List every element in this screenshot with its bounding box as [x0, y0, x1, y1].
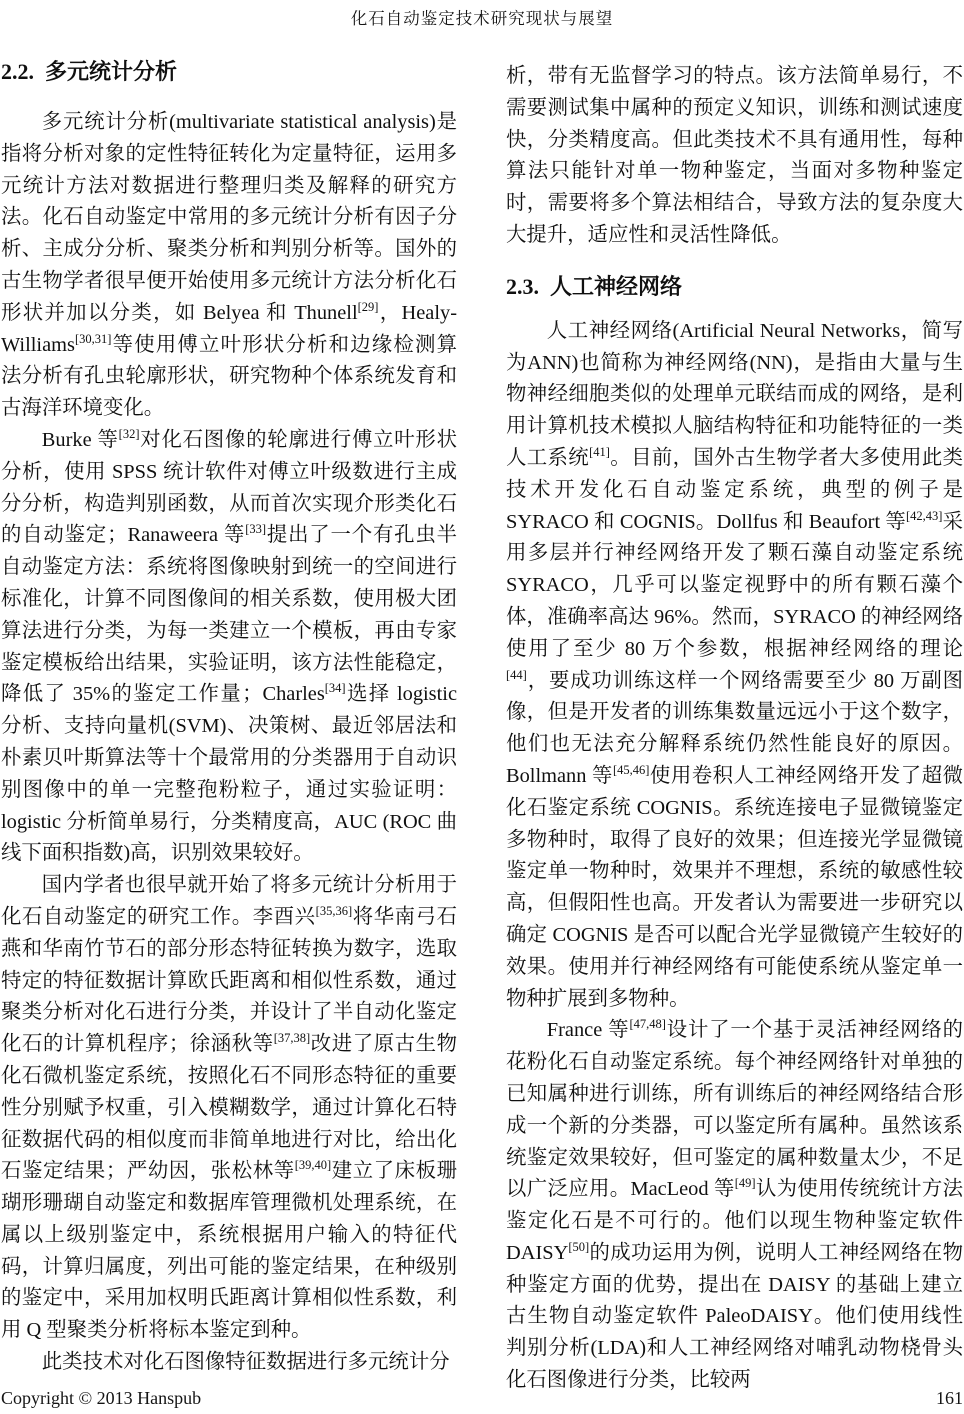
- paragraph: 国内学者也很早就开始了将多元统计分析用于化石自动鉴定的研究工作。李酉兴[35,36]将华南弓石燕和华南竹节石的部分形态特征转换为数字，选取特定的特征数据计算欧氏距离和相似性系数，通过聚类分析对化石进行分类，并设计了半自动化鉴定化石的计算机程序；徐涵秋等[37,38]改进了原古生物化石微机鉴定系统，按照化石不同形态特征的重要性分别赋予权重，引入模糊数学，通过计算化石特征数据代码的相似度而非简单地进行对比，给出化石鉴定结果；严幼因，张松林等[39,40]建立了床板珊瑚形珊瑚自动鉴定和数据库管理微机处理系统，在属以上级别鉴定中，系统根据用户输入的特征代码，计算归属度，列出可能的鉴定结果，在种级别的鉴定中，采用加权明氏距离计算相似性系数，利用 Q 型聚类分析将标本鉴定到种。: [1, 874, 458, 1342]
- citation-ref: [33]: [245, 522, 267, 537]
- left-column: [1, 57, 457, 1379]
- citation-ref: [41]: [589, 445, 610, 460]
- citation-ref: [42,43]: [905, 508, 943, 523]
- paragraph: France 等[47,48]设计了一个基于灵活神经网络的花粉化石自动鉴定系统。每个神经网络针对单独的已知属种进行训练，所有训练后的神经网络结合形成一个新的分类器，可以鉴定所有属种。虽然该系统鉴定效果较好，但可鉴定的属种数量太少，不足以广泛应用。MacLeod 等[49]认为使用传统统计方法鉴定化石是不可行的。他们以现生物种鉴定软件 DAISY[50]的成功运用为例，说明人工神经网络在物种鉴定方面的优势，提出在 DAISY 的基础上建立古生物自动鉴定软件 PaleoDAISY。他们使用线性判别分析(LDA)和人工神经网络对哺乳动物桡骨头化石图像进行分类，比较两: [506, 1017, 964, 1392]
- paragraph: Burke 等[32]对化石图像的轮廓进行傅立叶形状分析，使用 SPSS 统计软件对傅立叶级数进行主成分分析，构造判别函数，从而首次实现介形类化石的自动鉴定；Ranaweera 等[33]提出了一个有孔虫半自动鉴定方法：系统将图像映射到统一的空间进行标准化，计算不同图像间的相关系数，使用极大团算法进行分类，为每一类建立一个模板，再由专家鉴定模板给出结果，实验证明，该方法性能稳定，降低了 35%的鉴定工作量；Charles[34]选择 logistic 分析、支持向量机(SVM)、决策树、最近邻居法和朴素贝叶斯算法等十个最常用的分类器用于自动识别图像中的单一完整孢粉粒子，通过实验证明：logistic 分析简单易行，分类精度高，AUC (ROC 曲线下面积指数)高，识别效果较好。: [1, 427, 457, 865]
- citation-ref: [29]: [357, 299, 379, 314]
- citation-ref: [45,46]: [612, 763, 650, 778]
- citation-ref: [34]: [324, 681, 346, 696]
- citation-ref: [50]: [568, 1240, 590, 1255]
- section-title: 多元统计分析: [45, 59, 178, 84]
- section-title: 人工神经网络: [550, 273, 683, 299]
- section-heading: [1, 57, 457, 87]
- right-column: [506, 61, 963, 1397]
- copyright-notice: Copyright © 2013 Hanspub: [1, 1388, 202, 1408]
- page-number: 161: [936, 1388, 963, 1408]
- citation-ref: [35,36]: [315, 904, 353, 919]
- citation-ref: [49]: [734, 1176, 756, 1191]
- paragraph: 此类技术对化石图像特征数据进行多元统计分: [41, 1351, 450, 1374]
- paragraph: 多元统计分析(multivariate statistical analysis)是指将分析对象的定性特征转化为定量特征，运用多元统计方法对数据进行整理归类及解释的研究方法。化石自动鉴定中常用的多元统计分析有因子分析、主成分分析、聚类分析和判别分析等。国外的古生物学者很早便开始使用多元统计方法分析化石形状并加以分类，如 Belyea 和 Thunell[29]，Healy-Williams[30,31]等使用傅立叶形状分析和边缘检测算法分析有孔虫轮廓形状，研究物种个体系统发育和古海洋环境变化。: [1, 111, 457, 420]
- citation-ref: [39,40]: [294, 1158, 332, 1173]
- citation-ref: [37,38]: [273, 1031, 311, 1046]
- citation-ref: [32]: [118, 427, 140, 442]
- paragraph: 析，带有无监督学习的特点。该方法简单易行，不需要测试集中属种的预定义知识，训练和测试速度快，分类精度高。但此类技术不具有通用性，每种算法只能针对单一物种鉴定，当面对多物种鉴定时，需要将多个算法相结合，导致方法的复杂度大大提升，适应性和灵活性降低。: [506, 65, 963, 246]
- citation-ref: [47,48]: [629, 1017, 666, 1032]
- citation-ref: [30,31]: [74, 331, 112, 346]
- page-footer: [1, 1386, 963, 1410]
- section-heading: [506, 272, 963, 302]
- section-number: 2.2.: [1, 59, 34, 84]
- running-title: 化石自动鉴定技术研究现状与展望: [350, 9, 614, 28]
- paragraph: 人工神经网络(Artificial Neural Networks，简写为ANN)也简称为神经网络(NN)，是指由大量与生物神经细胞类似的处理单元联结而成的网络，是利用计算机技术模拟人脑结构特征和功能特征的一类人工系统[41]。目前，国外古生物学者大多使用此类技术开发化石自动鉴定系统，典型的例子是 SYRACO 和 COGNIS。Dollfus 和 Beaufort 等[42,43]采用多层并行神经网络开发了颗石藻自动鉴定系统 SYRACO，几乎可以鉴定视野中的所有颗石藻个体，准确率高达 96%。然而，SYRACO 的神经网络使用了至少 80 万个参数，根据神经网络的理论[44]，要成功训练这样一个网络需要至少 80 万副图像，但是开发者的训练集数量远远小于这个数字，他们也无法充分解释系统仍然性能良好的原因。Bollmann 等[45,46]使用卷积人工神经网络开发了超微化石鉴定系统 COGNIS。系统连接电子显微镜鉴定多物种时，取得了良好的效果；但连接光学显微镜鉴定单一物种时，效果并不理想，系统的敏感性较高，但假阳性也高。开发者认为需要进一步研究以确定 COGNIS 是否可以配合光学显微镜产生较好的效果。使用并行神经网络有可能使系统从鉴定单一物种扩展到多物种。: [506, 319, 964, 1010]
- section-number: 2.3.: [506, 273, 539, 299]
- citation-ref: [44]: [506, 667, 527, 682]
